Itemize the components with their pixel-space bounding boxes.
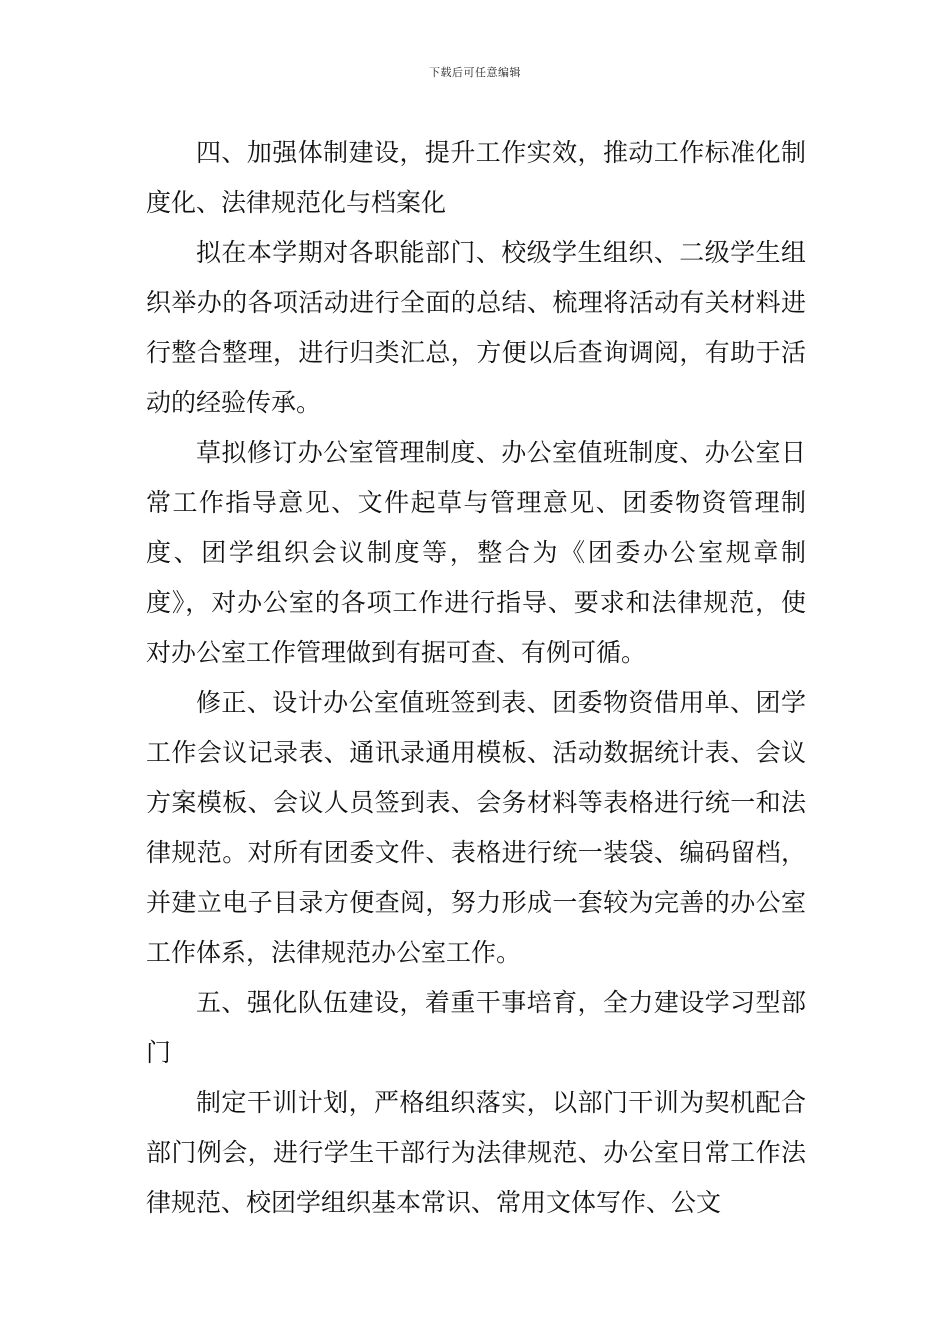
- paragraph-training-plan: 制定干训计划，严格组织落实，以部门干训为契机配合部门例会，进行学生干部行为法律规范、办公室日常工作法律规范、校团学组织基本常识、常用文体写作、公文: [146, 1088, 806, 1217]
- section-heading-5: 五、强化队伍建设，着重干事培育，全力建设学习型部门: [146, 988, 806, 1067]
- section-heading-4: 四、加强体制建设，提升工作实效，推动工作标准化制度化、法律规范化与档案化: [146, 138, 806, 217]
- page-header: 下载后可任意编辑: [429, 66, 521, 79]
- paragraph-rules-draft: 草拟修订办公室管理制度、办公室值班制度、办公室日常工作指导意见、文件起草与管理意见、团委物资管理制度、团学组织会议制度等，整合为《团委办公室规章制度》，对办公室的各项工作进行指导、要求和法律规范，使对办公室工作管理做到有据可查、有例可循。: [146, 438, 806, 667]
- paragraph-forms-revision: 修正、设计办公室值班签到表、团委物资借用单、团学工作会议记录表、通讯录通用模板、活动数据统计表、会议方案模板、会议人员签到表、会务材料等表格进行统一和法律规范。对所有团委文件、表格进行统一装袋、编码留档，并建立电子目录方便查阅，努力形成一套较为完善的办公室工作体系，法律规范办公室工作。: [146, 688, 806, 967]
- document-body: [146, 128, 806, 1228]
- paragraph-archive-plan: 拟在本学期对各职能部门、校级学生组织、二级学生组织举办的各项活动进行全面的总结、梳理将活动有关材料进行整合整理，进行归类汇总，方便以后查询调阅，有助于活动的经验传承。: [146, 238, 806, 417]
